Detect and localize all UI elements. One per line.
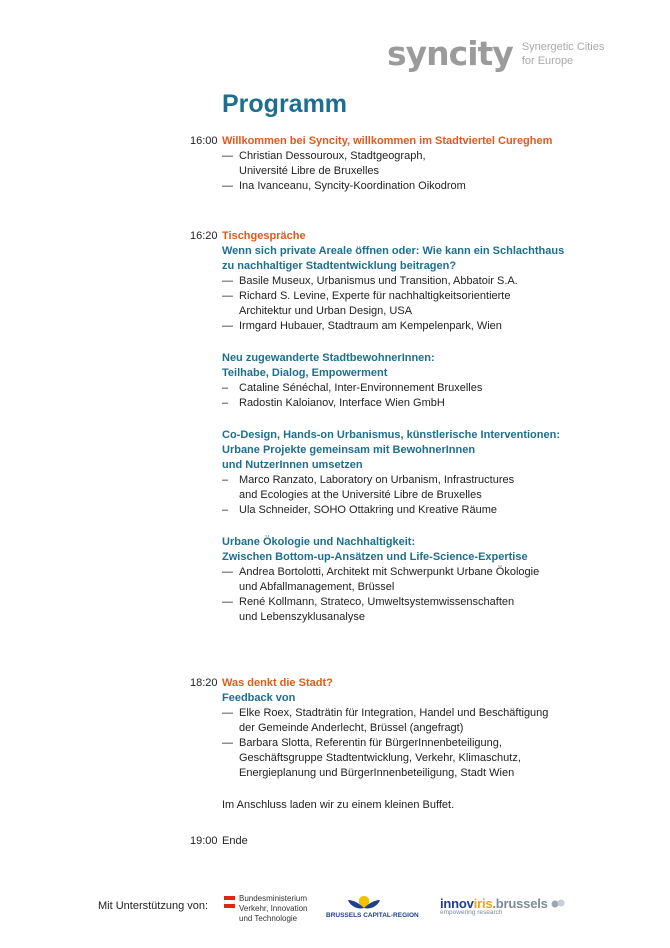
speaker-line: Marco Ranzato, Laboratory on Urbanism, Infrastructures bbox=[239, 474, 515, 486]
innoviris-logo bbox=[440, 896, 565, 916]
block-heading: Tischgespräche bbox=[222, 230, 306, 242]
topic-heading-line: Urbane Projekte gemeinsam mit BewohnerInnen bbox=[222, 444, 476, 456]
innoviris-part: innov bbox=[440, 896, 474, 911]
dash-bullet: — bbox=[222, 320, 233, 332]
speaker-line: Irmgard Hubauer, Stadtraum am Kempelenpark, Wien bbox=[239, 320, 502, 332]
speaker-item bbox=[222, 595, 622, 625]
logo-tagline-line-1: Synergetic Cities bbox=[521, 41, 605, 53]
dash-bullet: — bbox=[222, 150, 233, 162]
time-label: 19:00 bbox=[190, 835, 218, 847]
speaker-line: Université Libre de Bruxelles bbox=[239, 165, 380, 177]
speaker-line: der Gemeinde Anderlecht, Brüssel (angefragt) bbox=[239, 722, 464, 734]
bmvit-line: und Technologie bbox=[239, 914, 298, 923]
bmvit-logo bbox=[224, 894, 308, 924]
innoviris-tagline: empowering research bbox=[440, 909, 503, 916]
dash-bullet: — bbox=[222, 737, 233, 749]
bmvit-line: Verkehr, Innovation bbox=[239, 904, 308, 913]
topic-heading-line: Teilhabe, Dialog, Empowerment bbox=[222, 367, 388, 379]
topic-migrants bbox=[222, 351, 622, 411]
speaker-item bbox=[222, 319, 622, 334]
speaker-item bbox=[222, 381, 622, 396]
topic-urban-ecology bbox=[222, 535, 622, 625]
iris-flower-icon bbox=[344, 894, 384, 912]
dash-bullet: — bbox=[222, 596, 233, 608]
speaker-line: Richard S. Levine, Experte für nachhaltigkeitsorientierte bbox=[239, 290, 511, 302]
block-content bbox=[222, 834, 622, 849]
speaker-line: Geschäftsgruppe Stadtentwicklung, Verkehr, Klimaschutz, bbox=[239, 752, 521, 764]
speaker-item bbox=[222, 149, 622, 179]
speaker-line: Barbara Slotta, Referentin für BürgerInnenbeteiligung, bbox=[239, 737, 502, 749]
speaker-line: und Abfallmanagement, Brüssel bbox=[239, 581, 395, 593]
speaker-item bbox=[222, 503, 622, 518]
speaker-line: and Ecologies at the Université Libre de Bruxelles bbox=[239, 489, 482, 501]
topic-heading-line: und NutzerInnen umsetzen bbox=[222, 459, 363, 471]
innoviris-part: iris bbox=[473, 896, 493, 911]
speaker-item bbox=[222, 706, 622, 736]
innoviris-part: .brussels bbox=[492, 896, 548, 911]
speaker-item bbox=[222, 289, 622, 319]
page-title: Programm bbox=[222, 90, 348, 118]
syncity-logo bbox=[387, 36, 604, 72]
time-label: 16:20 bbox=[190, 230, 218, 242]
support-label: Mit Unterstützung von: bbox=[98, 900, 209, 912]
dash-bullet: – bbox=[222, 382, 229, 394]
topic-heading-line: Urbane Ökologie und Nachhaltigkeit: bbox=[222, 536, 416, 548]
dash-bullet: — bbox=[222, 707, 233, 719]
sponsor-footer bbox=[0, 890, 670, 930]
buffet-note: Im Anschluss laden wir zu einem kleinen Buffet. bbox=[222, 799, 455, 811]
dash-bullet: — bbox=[222, 275, 233, 287]
speaker-item bbox=[222, 565, 622, 595]
logo-tagline bbox=[522, 40, 605, 68]
speaker-item bbox=[222, 179, 622, 194]
speaker-line: Elke Roex, Stadträtin für Integration, Handel und Beschäftigung bbox=[239, 707, 549, 719]
block-content bbox=[222, 229, 622, 625]
dash-bullet: — bbox=[222, 180, 233, 192]
block-content bbox=[222, 134, 622, 194]
topic-heading-line: zu nachhaltiger Stadtentwicklung beitragen? bbox=[222, 260, 457, 272]
speaker-line: Energieplanung und BürgerInnenbeteiligung, Stadt Wien bbox=[239, 767, 515, 779]
speaker-line: Christian Dessouroux, Stadtgeograph, bbox=[239, 150, 426, 162]
speaker-line: Andrea Bortolotti, Architekt mit Schwerpunkt Urbane Ökologie bbox=[239, 566, 540, 578]
dash-bullet: – bbox=[222, 397, 229, 409]
topic-co-design bbox=[222, 428, 622, 518]
speaker-item bbox=[222, 396, 622, 411]
speaker-item bbox=[222, 274, 622, 289]
speaker-line: Radostin Kaloianov, Interface Wien GmbH bbox=[239, 397, 445, 409]
topic-private-areas bbox=[222, 244, 622, 334]
dash-bullet: — bbox=[222, 566, 233, 578]
brussels-capital-region-logo bbox=[326, 894, 419, 919]
dash-bullet: — bbox=[222, 290, 233, 302]
logo-tagline-line-2: for Europe bbox=[521, 55, 574, 67]
circles-icon bbox=[551, 898, 565, 908]
topic-heading-line: Neu zugewanderte StadtbewohnerInnen: bbox=[222, 352, 435, 364]
block-subheading: Feedback von bbox=[222, 692, 296, 704]
topic-heading-line: Co-Design, Hands-on Urbanismus, künstlerische Interventionen: bbox=[222, 429, 560, 441]
end-label: Ende bbox=[222, 835, 248, 847]
block-heading: Willkommen bei Syncity, willkommen im Stadtviertel Cureghem bbox=[222, 135, 553, 147]
speaker-line: und Lebenszyklusanalyse bbox=[239, 611, 365, 623]
speaker-line: Ina Ivanceanu, Syncity-Koordination Oikodrom bbox=[239, 180, 466, 192]
speaker-line: Architektur und Urban Design, USA bbox=[239, 305, 413, 317]
time-label: 16:00 bbox=[190, 135, 218, 147]
speaker-item bbox=[222, 473, 622, 503]
bmvit-line: Bundesministerium bbox=[239, 894, 308, 903]
dash-bullet: – bbox=[222, 504, 229, 516]
time-label: 18:20 bbox=[190, 677, 218, 689]
logo-wordmark: syncity bbox=[387, 34, 513, 73]
speaker-item bbox=[222, 736, 622, 781]
speaker-line: Cataline Sénéchal, Inter-Environnement Bruxelles bbox=[239, 382, 483, 394]
topic-heading-line: Wenn sich private Areale öffnen oder: Wie kann ein Schlachthaus bbox=[222, 245, 565, 257]
austria-flag-icon bbox=[224, 896, 235, 924]
topic-heading-line: Zwischen Bottom-up-Ansätzen und Life-Science-Expertise bbox=[222, 551, 528, 563]
speaker-line: Basile Museux, Urbanismus und Transition, Abbatoir S.A. bbox=[239, 275, 518, 287]
bcr-label: BRUSSELS CAPITAL-REGION bbox=[326, 912, 419, 919]
block-heading: Was denkt die Stadt? bbox=[222, 677, 333, 689]
speaker-line: Ula Schneider, SOHO Ottakring und Kreative Räume bbox=[239, 504, 498, 516]
block-content bbox=[222, 676, 622, 813]
speaker-line: René Kollmann, Strateco, Umweltsystemwissenschaften bbox=[239, 596, 515, 608]
dash-bullet: – bbox=[222, 474, 229, 486]
